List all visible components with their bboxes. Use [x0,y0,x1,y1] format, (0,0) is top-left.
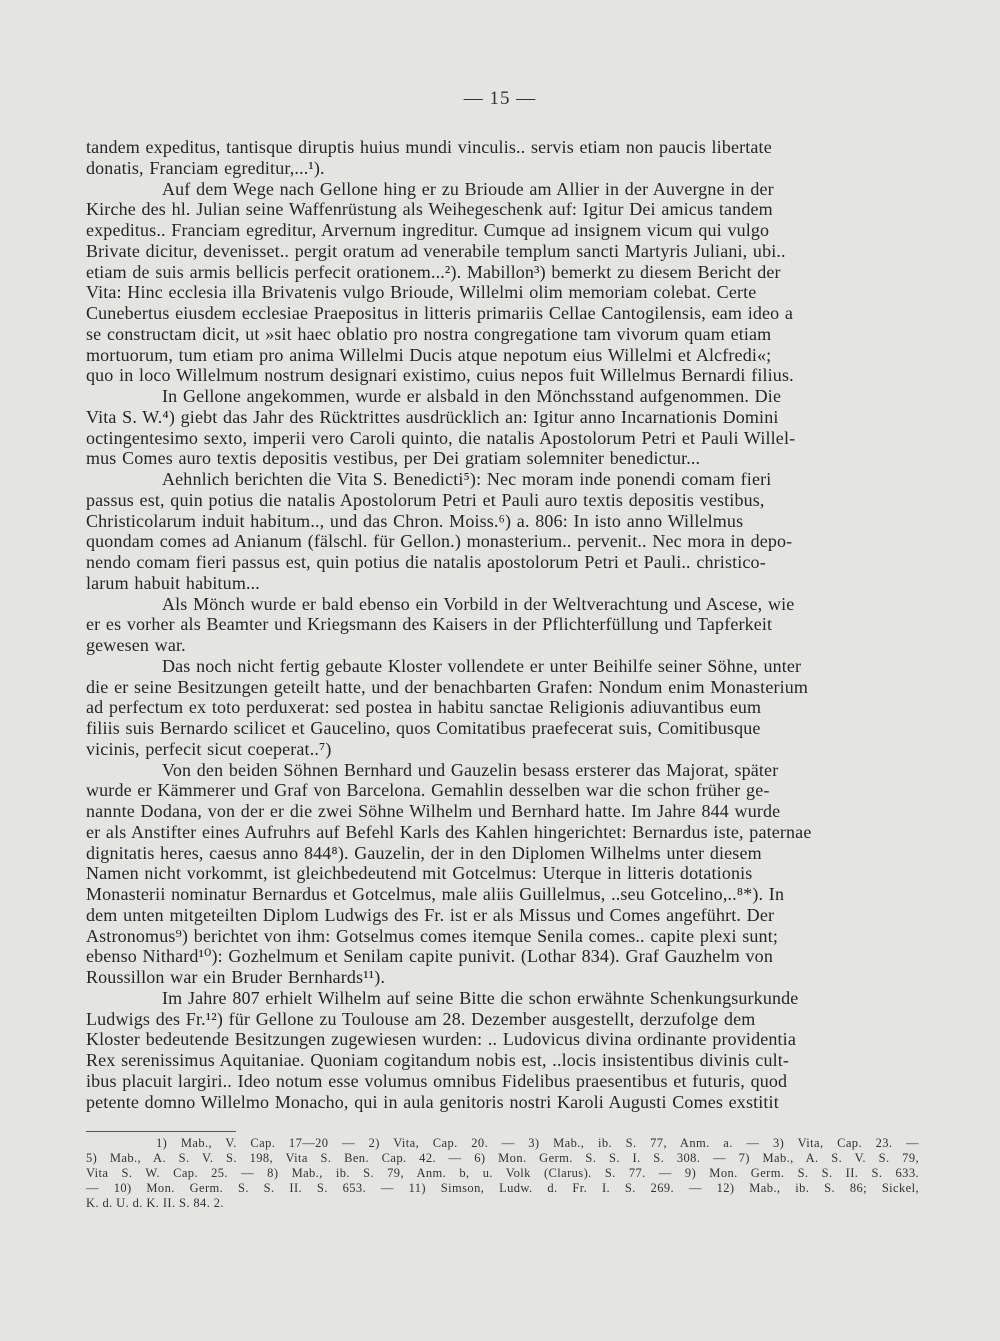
text-line: Cunebertus eiusdem ecclesiae Praepositus in litteris primariis Cellae Cantogilensis, eam ideo a [86,303,794,323]
footnote-line: 1) Mab., V. Cap. 17—20 — 2) Vita, Cap. 20. — 3) Mab., ib. S. 77, Anm. a. — 3) Vita, Cap. 23. — [156,1136,919,1150]
text-line: Aehnlich berichten die Vita S. Benedicti⁵): Nec moram inde ponendi comam fieri [162,469,772,489]
text-line: filiis suis Bernardo scilicet et Gaucelino, quos Comitatibus praefecerat suis, Comitibusque [86,718,761,738]
text-line: Rex serenissimus Aquitaniae. Quoniam cogitandum nobis est, ..locis insistentibus divinis cult- [86,1050,790,1070]
text-line: se constructam dicit, ut »sit haec oblatio pro nostra congregatione tam vivorum quam etiam [86,323,772,344]
text-line: larum habuit habitum... [86,572,260,593]
text-line: er als Anstifter eines Aufruhrs auf Befehl Karls des Kahlen hingerichtet: Bernardus iste, paternae [86,821,812,842]
paragraph [86,137,919,179]
text-line: Christicolarum induit habitum.., und das Chron. Moiss.⁶) a. 806: In isto anno Willelmus [86,510,744,531]
footnote-line: 5) Mab., A. S. V. S. 198, Vita S. Ben. Cap. 42. — 6) Mon. Germ. S. S. I. S. 308. — 7) Mab., A. S. V. S. 79, [86,1151,919,1165]
text-line: octingentesimo sexto, imperii vero Caroli quinto, die natalis Apostolorum Petri et Pauli Willel- [86,427,796,448]
text-line: donatis, Franciam egreditur,...¹). [86,157,325,178]
text-line: tandem expeditus, tantisque diruptis huius mundi vinculis.. servis etiam non paucis libertate [86,137,772,157]
text-line: Das noch nicht fertig gebaute Kloster vollendete er unter Beihilfe seiner Söhne, unter [162,655,802,676]
text-line: Kloster bedeutende Besitzungen zugewiesen wurden: .. Ludovicus divina ordinante providentia [86,1029,796,1050]
text-line: Auf dem Wege nach Gellone hing er zu Brioude am Allier in der Auvergne in der [162,178,774,199]
paragraph [86,656,919,760]
paragraph [86,760,919,988]
text-line: Von den beiden Söhnen Bernhard und Gauzelin besass ersterer das Majorat, später [162,759,779,780]
paragraph [86,594,919,656]
text-line: mus Comes auro textis depositis vestibus, per Dei gratiam solemniter benedictur... [86,448,701,469]
text-line: expeditus.. Franciam egreditur, Arvernum ingreditur. Cumque ad insignem vicum qui vulgo [86,220,770,240]
page-number: — 15 — [463,88,537,109]
body-text [86,137,919,1112]
text-line: Im Jahre 807 erhielt Wilhelm auf seine Bitte die schon erwähnte Schenkungsurkunde [162,987,799,1008]
text-line: ibus placuit largiri.. Ideo notum esse volumus omnibus Fidelibus praesentibus et futuris, quod [86,1070,788,1091]
text-line: Als Mönch wurde er bald ebenso ein Vorbild in der Weltverachtung und Ascese, wie [162,593,795,614]
footnote-divider [86,1131,236,1132]
text-line: nendo comam fieri passus est, quin potius die natalis apostolorum Petri et Pauli.. christico- [86,552,766,572]
text-line: Astronomus⁹) berichtet von ihm: Gotselmus comes itemque Senila comes.. capite plexi sunt; [86,925,779,946]
text-line: Namen nicht vorkommt, ist gleichbedeutend mit Gotcelmus: Uterque in litteris dotationis [86,863,753,884]
text-line: etiam de suis armis bellicis perfecit orationem...²). Mabillon³) bemerkt zu diesem Bericht der [86,261,781,282]
text-line: Kirche des hl. Julian seine Waffenrüstung als Weihegeschenk auf: Igitur Dei amicus tandem [86,199,773,220]
text-line: quondam comes ad Anianum (fälschl. für Gellon.) monasterium.. pervenit.. Nec mora in depo- [86,531,793,552]
footnote-line: K. d. U. d. K. II. S. 84. 2. [86,1196,224,1210]
paragraph [86,179,919,387]
text-line: er es vorher als Beamter und Kriegsmann des Kaisers in der Pflichterfüllung und Tapferkeit [86,614,773,635]
text-line: Brivate dicitur, devenisset.. pergit oratum ad venerabile templum sancti Martyris Juliani, ubi.. [86,240,786,261]
text-line: quo in loco Willelmum nostrum designari existimo, cuius nepos fuit Willelmus Bernardi filius. [86,365,794,386]
footnote-line: Vita S. W. Cap. 25. — 8) Mab., ib. S. 79, Anm. b, u. Volk (Clarus). S. 77. — 9) Mon. Germ. S. S. II. S. 633. [86,1166,919,1180]
footnotes [86,1136,919,1211]
text-line: die er seine Besitzungen geteilt hatte, und der benachbarten Grafen: Nondum enim Monasterium [86,676,809,697]
footnote-line: — 10) Mon. Germ. S. S. II. S. 653. — 11) Simson, Ludw. d. Fr. I. S. 269. — 12) Mab., ib. S. 86; Sickel, [86,1181,919,1195]
text-line: Vita: Hinc ecclesia illa Brivatenis vulgo Brioude, Willelmi olim memoriam colebat. Certe [86,282,757,303]
text-line: wurde er Kämmerer und Graf von Barcelona. Gemahlin desselben war die schon früher ge- [86,780,770,801]
text-line: passus est, quin potius die natalis Apostolorum Petri et Pauli auro textis depositis vestibus, [86,489,765,510]
text-line: Monasterii nominatur Bernardus et Gotcelmus, male aliis Guillelmus, ..seu Gotcelino,..⁸*). In [86,884,785,904]
text-line: ebenso Nithard¹⁰): Gozhelmum et Senilam capite punivit. (Lothar 834). Graf Gauzhelm von [86,946,773,967]
text-line: mortuorum, tum etiam pro anima Willelmi Ducis atque nepotum eius Willelmi et Alcfredi«; [86,344,772,365]
paragraph [86,988,919,1113]
text-line: nannte Dodana, von der er die zwei Söhne Wilhelm und Bernhard hatte. Im Jahre 844 wurde [86,801,781,821]
text-line: Ludwigs des Fr.¹²) für Gellone zu Toulouse am 28. Dezember ausgestellt, derzufolge dem [86,1008,756,1029]
paragraph [86,386,919,469]
paragraph [86,469,919,594]
text-line: gewesen war. [86,635,186,655]
text-line: dem unten mitgeteilten Diplom Ludwigs des Fr. ist er als Missus und Comes angeführt. Der [86,904,775,925]
text-line: vicinis, perfecit sicut coeperat..⁷) [86,738,332,759]
text-line: petente domno Willelmo Monacho, qui in aula genitoris nostri Karoli Augusti Comes exstitit [86,1091,779,1112]
text-line: Roussillon war ein Bruder Bernhards¹¹). [86,967,386,987]
text-line: dignitatis heres, caesus anno 844⁸). Gauzelin, der in den Diplomen Wilhelms unter diesem [86,842,762,863]
text-line: In Gellone angekommen, wurde er alsbald in den Mönchsstand aufgenommen. Die [162,386,782,406]
text-line: Vita S. W.⁴) giebt das Jahr des Rücktrittes ausdrücklich an: Igitur anno Incarnationis Domini [86,406,779,427]
text-line: ad perfectum ex toto perduxerat: sed postea in habitu sanctae Religionis adiuvantibus eum [86,697,762,718]
